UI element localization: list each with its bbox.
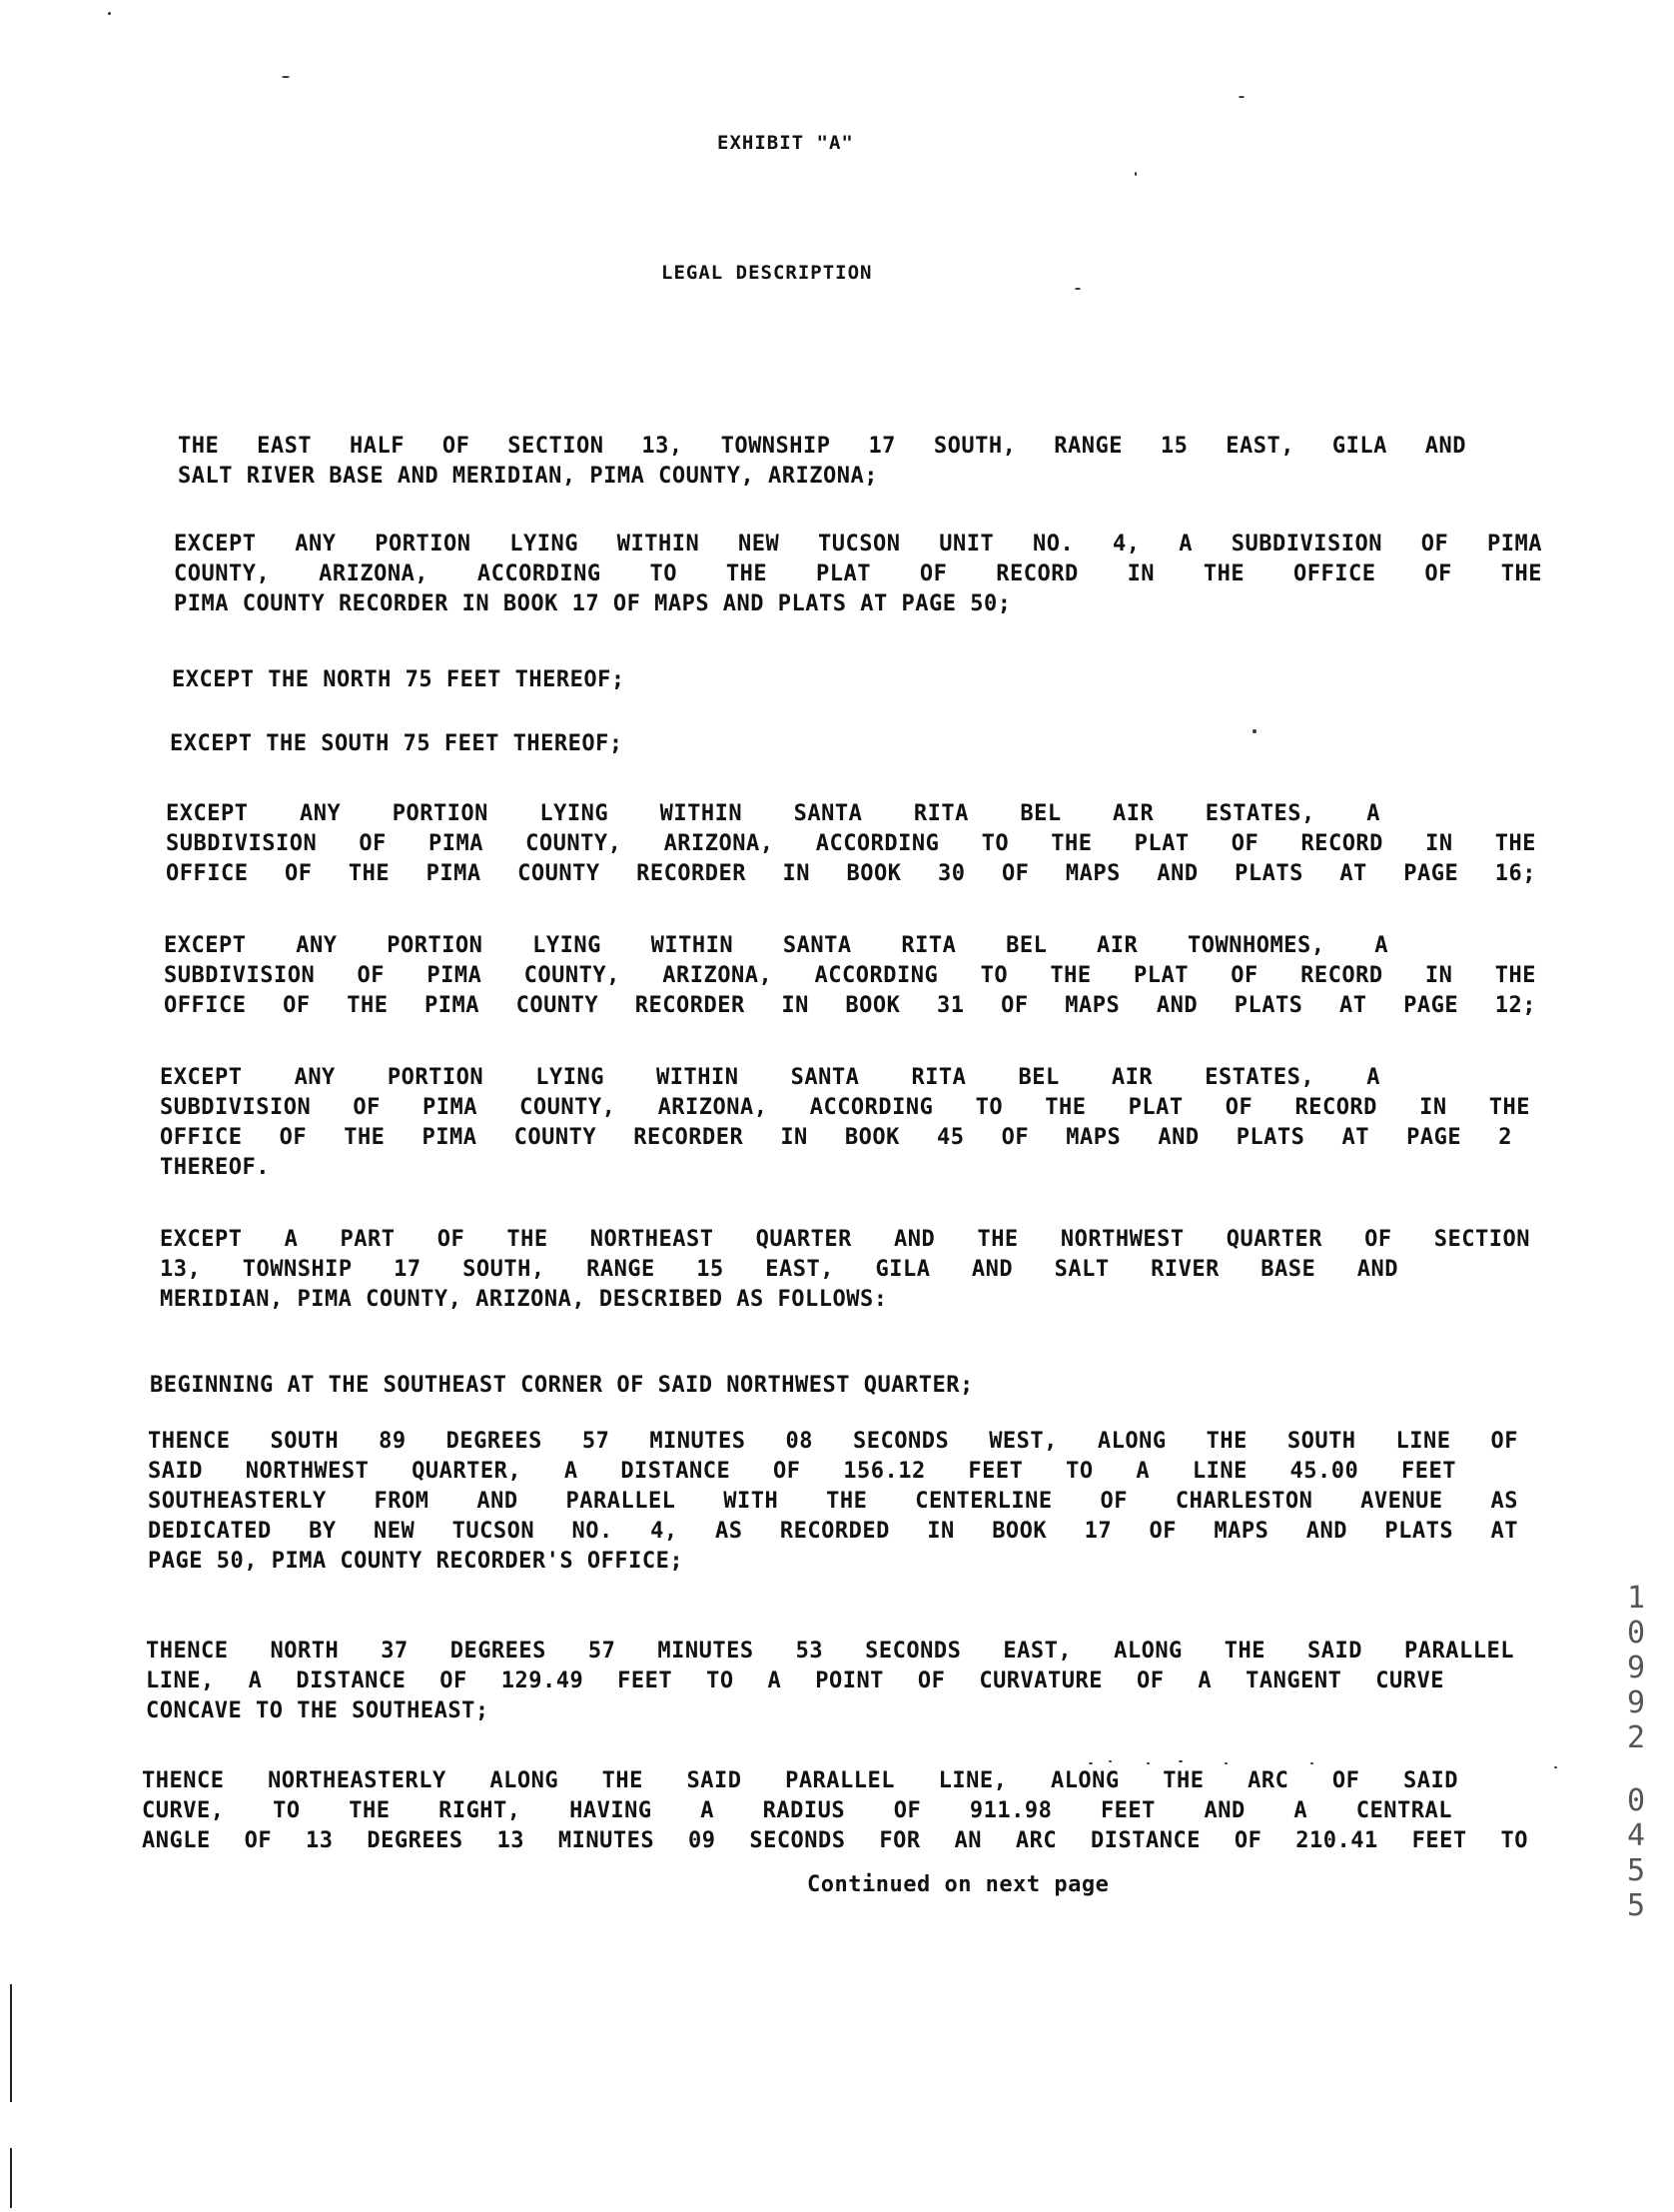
recording-digit: 4 <box>1626 1818 1646 1853</box>
recording-digit: 9 <box>1626 1685 1646 1720</box>
paragraph-except-bel-air-estates-book45 <box>160 1063 1530 1183</box>
paragraph-except-new-tucson <box>174 530 1542 619</box>
paragraph-line: EXCEPT ANY PORTION LYING WITHIN SANTA RITA BEL AIR TOWNHOMES, A <box>164 933 1388 958</box>
scan-speck <box>1109 1760 1112 1762</box>
paragraph-line: SOUTHEASTERLY FROM AND PARALLEL WITH THE CENTERLINE OF CHARLESTON AVENUE AS <box>148 1489 1518 1514</box>
margin-line <box>10 2148 12 2208</box>
scan-speck <box>1075 288 1081 290</box>
paragraph-line: EXCEPT THE SOUTH 75 FEET THEREOF; <box>170 731 623 756</box>
paragraph-line: SUBDIVISION OF PIMA COUNTY, ARIZONA, ACCORDING TO THE PLAT OF RECORD IN THE <box>160 1095 1530 1120</box>
paragraph-except-bel-air-estates <box>166 799 1536 889</box>
paragraph-line: MERIDIAN, PIMA COUNTY, ARIZONA, DESCRIBED AS FOLLOWS: <box>160 1287 888 1312</box>
paragraph-line: SUBDIVISION OF PIMA COUNTY, ARIZONA, ACCORDING TO THE PLAT OF RECORD IN THE <box>166 831 1536 856</box>
recording-digit: 1 <box>1626 1581 1646 1616</box>
margin-line <box>10 1984 12 2102</box>
paragraph-line: SAID NORTHWEST QUARTER, A DISTANCE OF 156.12 FEET TO A LINE 45.00 FEET <box>148 1459 1456 1484</box>
scan-speck <box>1225 1762 1228 1764</box>
paragraph-line: CONCAVE TO THE SOUTHEAST; <box>146 1698 489 1723</box>
paragraph-except-south <box>170 729 1069 759</box>
paragraph-except-part-ne-nw <box>160 1225 1530 1315</box>
paragraph-thence-northeasterly <box>142 1766 1528 1856</box>
recording-digit: 5 <box>1626 1888 1646 1923</box>
recording-number <box>1622 1581 1650 1923</box>
paragraph-line: OFFICE OF THE PIMA COUNTY RECORDER IN BOOK 45 OF MAPS AND PLATS AT PAGE 2 <box>160 1125 1512 1150</box>
paragraph-line: EXCEPT THE NORTH 75 FEET THEREOF; <box>172 667 625 692</box>
paragraph-except-north <box>172 665 1071 695</box>
paragraph-line: SUBDIVISION OF PIMA COUNTY, ARIZONA, ACCORDING TO THE PLAT OF RECORD IN THE <box>164 963 1536 988</box>
paragraph-line: EXCEPT A PART OF THE NORTHEAST QUARTER AND THE NORTHWEST QUARTER OF SECTION <box>160 1227 1530 1252</box>
paragraph-except-bel-air-townhomes <box>164 931 1536 1021</box>
scan-speck <box>1253 729 1256 733</box>
scan-speck <box>1135 172 1137 176</box>
paragraph-line: LINE, A DISTANCE OF 129.49 FEET TO A POINT OF CURVATURE OF A TANGENT CURVE <box>146 1668 1444 1693</box>
paragraph-line: EXCEPT ANY PORTION LYING WITHIN NEW TUCSON UNIT NO. 4, A SUBDIVISION OF PIMA <box>174 532 1542 556</box>
paragraph-line: COUNTY, ARIZONA, ACCORDING TO THE PLAT OF RECORD IN THE OFFICE OF THE <box>174 561 1542 586</box>
scan-speck <box>1089 1762 1093 1764</box>
recording-digit: 2 <box>1626 1720 1646 1755</box>
paragraph-line: 13, TOWNSHIP 17 SOUTH, RANGE 15 EAST, GILA AND SALT RIVER BASE AND <box>160 1257 1398 1282</box>
paragraph-line: DEDICATED BY NEW TUCSON NO. 4, AS RECORDED IN BOOK 17 OF MAPS AND PLATS AT <box>148 1519 1518 1544</box>
recording-gap <box>1622 1755 1650 1783</box>
paragraph-line: THE EAST HALF OF SECTION 13, TOWNSHIP 17 SOUTH, RANGE 15 EAST, GILA AND <box>178 434 1466 459</box>
paragraph-line: THENCE SOUTH 89 DEGREES 57 MINUTES 08 SECONDS WEST, ALONG THE SOUTH LINE OF <box>148 1429 1518 1454</box>
recording-digit: 0 <box>1626 1783 1646 1818</box>
paragraph-line: BEGINNING AT THE SOUTHEAST CORNER OF SAID NORTHWEST QUARTER; <box>150 1373 974 1398</box>
scan-speck <box>1310 1762 1313 1764</box>
scan-speck <box>1179 1760 1183 1762</box>
paragraph-line: THENCE NORTH 37 DEGREES 57 MINUTES 53 SECONDS EAST, ALONG THE SAID PARALLEL <box>146 1639 1514 1663</box>
paragraph-east-half <box>178 432 1466 492</box>
paragraph-line: OFFICE OF THE PIMA COUNTY RECORDER IN BOOK 30 OF MAPS AND PLATS AT PAGE 16; <box>166 861 1536 886</box>
scan-speck <box>1554 1766 1557 1768</box>
paragraph-line: ANGLE OF 13 DEGREES 13 MINUTES 09 SECONDS FOR AN ARC DISTANCE OF 210.41 FEET TO <box>142 1828 1528 1853</box>
paragraph-line: CURVE, TO THE RIGHT, HAVING A RADIUS OF 911.98 FEET AND A CENTRAL <box>142 1798 1452 1823</box>
paragraph-beginning <box>150 1371 1348 1401</box>
continued-on-next-page: Continued on next page <box>807 1872 1110 1897</box>
exhibit-title: EXHIBIT "A" <box>717 132 854 154</box>
recording-digit: 5 <box>1626 1853 1646 1888</box>
paragraph-thence-north <box>146 1637 1514 1726</box>
scan-speck <box>1147 1762 1150 1764</box>
paragraph-line: PIMA COUNTY RECORDER IN BOOK 17 OF MAPS AND PLATS AT PAGE 50; <box>174 591 1012 616</box>
scan-speck <box>1239 96 1245 98</box>
paragraph-line: THENCE NORTHEASTERLY ALONG THE SAID PARALLEL LINE, ALONG THE ARC OF SAID <box>142 1768 1458 1793</box>
paragraph-line: EXCEPT ANY PORTION LYING WITHIN SANTA RITA BEL AIR ESTATES, A <box>166 801 1380 826</box>
legal-description-title: LEGAL DESCRIPTION <box>661 262 873 284</box>
paragraph-line: THEREOF. <box>160 1155 270 1180</box>
paragraph-line: PAGE 50, PIMA COUNTY RECORDER'S OFFICE; <box>148 1549 684 1574</box>
recording-digit: 9 <box>1626 1651 1646 1685</box>
scan-speck <box>108 12 111 15</box>
paragraph-line: OFFICE OF THE PIMA COUNTY RECORDER IN BOOK 31 OF MAPS AND PLATS AT PAGE 12; <box>164 993 1536 1018</box>
scan-speck <box>282 76 290 78</box>
recording-digit: 0 <box>1626 1616 1646 1651</box>
paragraph-line: SALT RIVER BASE AND MERIDIAN, PIMA COUNTY, ARIZONA; <box>178 464 879 489</box>
paragraph-line: EXCEPT ANY PORTION LYING WITHIN SANTA RITA BEL AIR ESTATES, A <box>160 1065 1380 1090</box>
paragraph-thence-south <box>148 1427 1518 1577</box>
